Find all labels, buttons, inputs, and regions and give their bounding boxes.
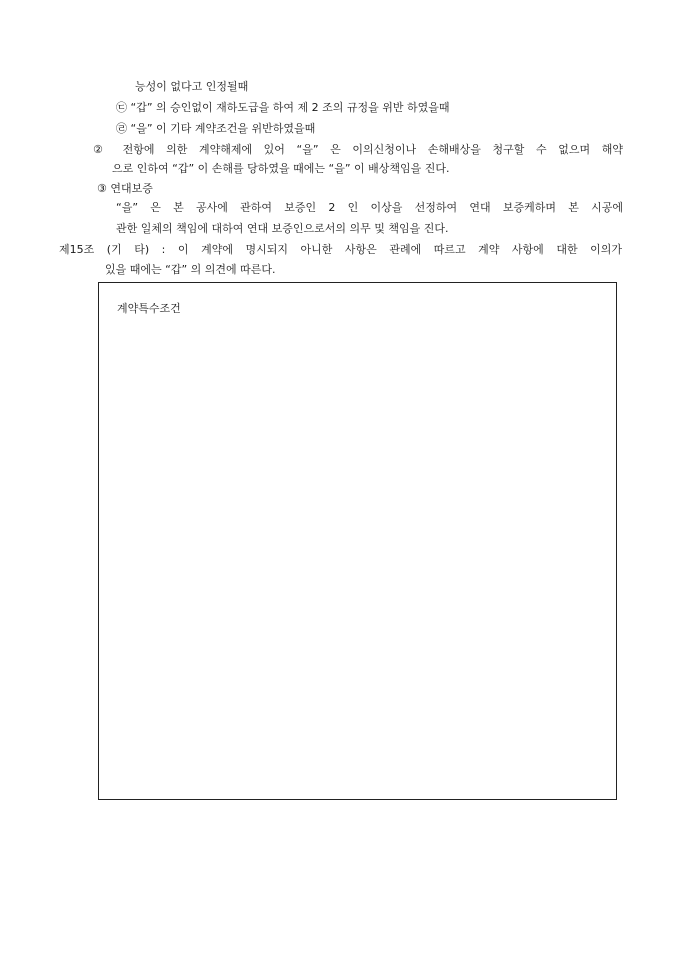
text-line-1: 능성이 없다고 인정될때 xyxy=(135,80,249,93)
special-conditions-title: 계약특수조건 xyxy=(117,302,181,315)
text-line-7: “을” 은 본 공사에 관하여 보증인 2 인 이상을 선정하여 연대 보증케하며 본 시공에 xyxy=(116,201,623,214)
text-line-4: ② 전항에 의한 계약해제에 있어 “을” 은 이의신청이나 손해배상을 청구할 수 없으며 해약 xyxy=(93,143,623,156)
text-line-10: 있을 때에는 “갑” 의 의견에 따른다. xyxy=(105,263,276,276)
text-line-3: ㉣ “을” 이 기타 계약조건을 위반하였을때 xyxy=(116,122,316,135)
text-line-9: 제15조 (기 타) : 이 계약에 명시되지 아니한 사항은 관례에 따르고 계약 사항에 대한 이의가 xyxy=(59,243,622,256)
text-line-2: ㉢ “갑” 의 승인없이 재하도급을 하여 제 2 조의 규정을 위반 하였을때 xyxy=(116,101,450,114)
text-line-5: 으로 인하여 “갑” 이 손해를 당하였을 때에는 “을” 이 배상책임을 진다. xyxy=(112,162,450,175)
special-conditions-box xyxy=(98,282,617,800)
text-line-6: ③ 연대보증 xyxy=(97,182,153,195)
text-line-8: 관한 일체의 책임에 대하여 연대 보증인으로서의 의무 및 책임을 진다. xyxy=(116,222,449,235)
